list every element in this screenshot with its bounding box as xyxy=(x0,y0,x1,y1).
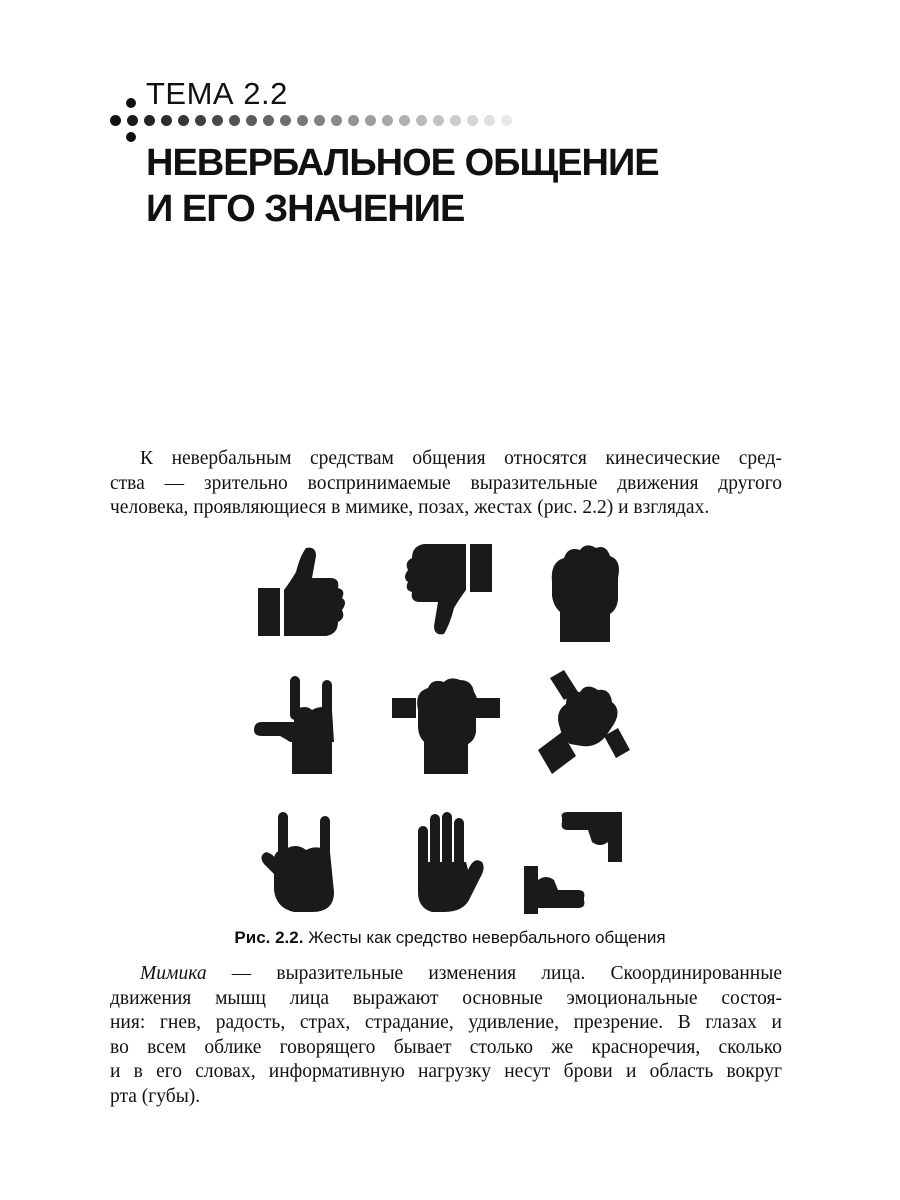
decorative-dot xyxy=(212,115,223,126)
mimika-line-3: ния: гнев, радость, страх, страдание, удивление, презрение. В глазах и xyxy=(110,1012,782,1033)
decorative-dot xyxy=(126,98,136,108)
decorative-dot xyxy=(314,115,325,126)
intro-line-1: К невербальным средствам общения относятся кинесические сред- xyxy=(140,448,782,469)
chapter-title-line-1: НЕВЕРБАЛЬНОЕ ОБЩЕНИЕ xyxy=(146,142,659,184)
intro-line-2: ства — зрительно воспринимаемые выразительные движения другого xyxy=(110,472,782,494)
mimika-line-2: движения мышц лица выражают основные эмоциональные состоя- xyxy=(110,987,782,1009)
figure-caption-text: Жесты как средство невербального общения xyxy=(303,928,666,947)
decorative-dot xyxy=(450,115,461,126)
decorative-dot xyxy=(297,115,308,126)
open-palm-icon xyxy=(390,808,500,918)
thumbs-down-icon xyxy=(390,538,500,648)
raised-fist-icon xyxy=(530,538,640,648)
decorative-dot xyxy=(263,115,274,126)
term-mimika: Мимика xyxy=(140,963,207,984)
figure-caption xyxy=(0,928,900,948)
decorative-dot xyxy=(382,115,393,126)
decorative-dot xyxy=(127,115,138,126)
mimika-line-5: и в его словах, информативную нагрузку несут брови и область вокруг xyxy=(110,1061,782,1082)
decorative-dot xyxy=(484,115,495,126)
decorative-dot xyxy=(161,115,172,126)
intro-line-3: человека, проявляющиеся в мимике, позах, жестах (рис. 2.2) и взглядах. xyxy=(110,497,710,518)
thumbs-up-icon xyxy=(250,538,360,648)
decorative-dot xyxy=(126,132,136,142)
mimika-line-4: во всем облике говорящего бывает столько же красноречия, сколько xyxy=(110,1036,782,1058)
pointing-hand-horns-icon xyxy=(250,670,360,780)
mimika-line-1-text: — выразительные изменения лица. Скоординированные xyxy=(206,963,782,984)
decorative-dot xyxy=(416,115,427,126)
header-dotted-line xyxy=(110,115,530,129)
fist-gripping-diagonal-bar-icon xyxy=(530,670,640,780)
decorative-dot xyxy=(280,115,291,126)
decorative-dot xyxy=(144,115,155,126)
mimika-line-6: рта (губы). xyxy=(110,1085,201,1107)
decorative-dot xyxy=(195,115,206,126)
frame-hands-icon xyxy=(520,808,630,918)
decorative-dot xyxy=(399,115,410,126)
decorative-dot xyxy=(467,115,478,126)
decorative-dot xyxy=(229,115,240,126)
decorative-dot xyxy=(246,115,257,126)
horns-hand-icon xyxy=(250,808,360,918)
fist-holding-bar-icon xyxy=(390,670,500,780)
decorative-dot xyxy=(365,115,376,126)
gesture-figure xyxy=(240,530,660,920)
intro-paragraph xyxy=(110,447,782,521)
figure-caption-label: Рис. 2.2. xyxy=(234,928,304,947)
chapter-title xyxy=(146,140,659,232)
topic-label: ТЕМА 2.2 xyxy=(146,76,288,111)
decorative-dot xyxy=(348,115,359,126)
decorative-dot xyxy=(501,115,512,126)
mimika-line-1 xyxy=(110,962,782,987)
chapter-title-line-2: И ЕГО ЗНАЧЕНИЕ xyxy=(146,188,465,230)
decorative-dot xyxy=(178,115,189,126)
decorative-dot xyxy=(110,115,121,126)
decorative-dot xyxy=(331,115,342,126)
mimika-paragraph xyxy=(110,962,782,1109)
decorative-dot xyxy=(433,115,444,126)
